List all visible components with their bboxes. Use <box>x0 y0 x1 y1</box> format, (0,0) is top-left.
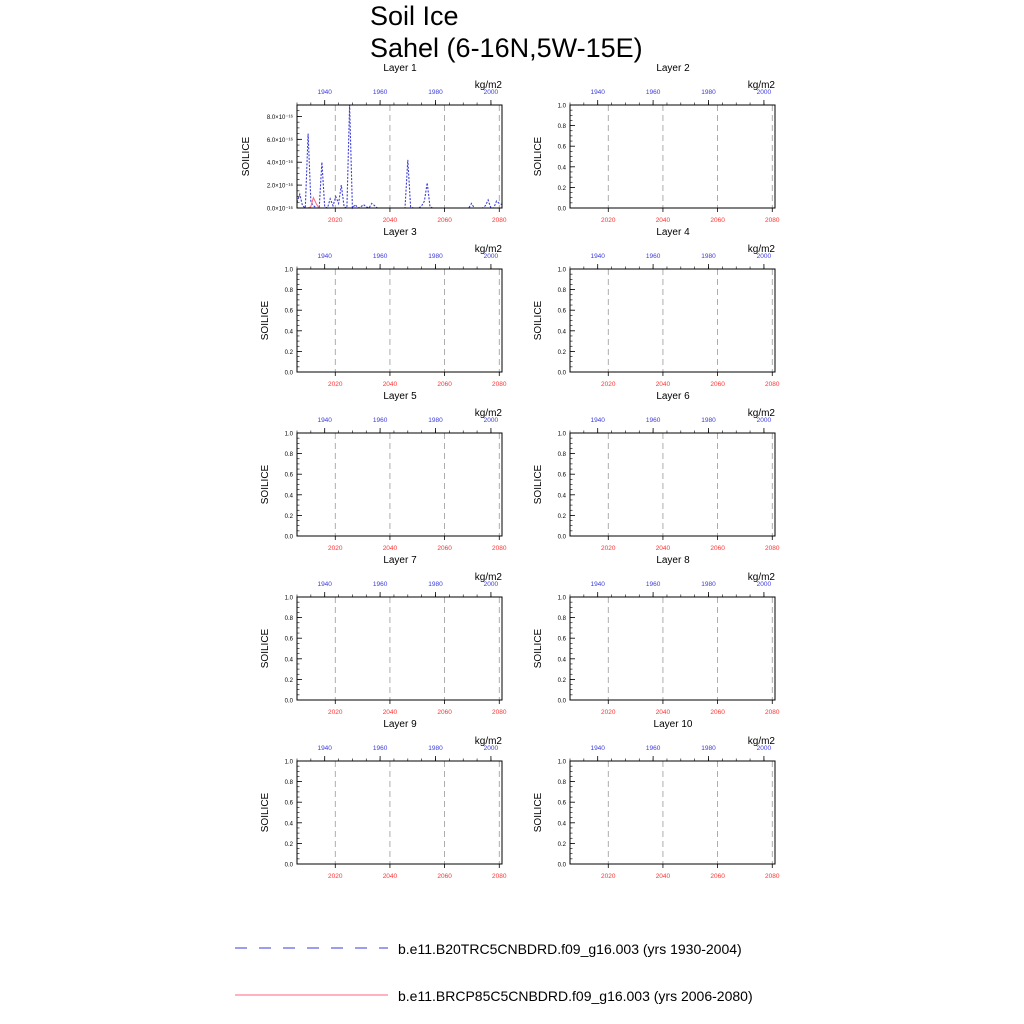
y-tick-label: 1.0 <box>557 595 566 602</box>
x-top-tick-label: 2000 <box>756 89 772 96</box>
y-tick-label: 0.4 <box>284 821 293 828</box>
x-bottom-tick-label: 2060 <box>710 217 725 224</box>
y-tick-label: 0.0 <box>557 206 566 213</box>
y-tick-label: 1.0 <box>557 759 566 766</box>
panel-title: Layer 8 <box>656 555 690 566</box>
y-tick-label: 1.0 <box>557 103 566 110</box>
y-tick-label: 1.0 <box>284 267 293 274</box>
x-bottom-tick-label: 2040 <box>382 545 398 552</box>
y-tick-label: 0.2 <box>284 677 293 684</box>
x-top-tick-label: 2000 <box>756 417 772 424</box>
y-tick-label: 0.8 <box>557 124 566 131</box>
panel-units: kg/m2 <box>747 572 775 583</box>
x-bottom-tick-label: 2080 <box>492 381 507 388</box>
y-tick-label: 0.0 <box>557 534 566 541</box>
y-tick-label: 0.0×10⁻¹⁶ <box>266 206 293 213</box>
x-bottom-tick-label: 2040 <box>655 381 671 388</box>
y-tick-label: 0.8 <box>557 616 566 623</box>
x-top-tick-label: 2000 <box>483 253 499 260</box>
y-tick-label: 0.2 <box>284 841 293 848</box>
y-tick-label: 1.0 <box>284 595 293 602</box>
y-tick-label: 0.4 <box>284 329 293 336</box>
y-tick-label: 8.0×10⁻¹⁶ <box>266 114 293 121</box>
x-bottom-tick-label: 2040 <box>655 217 671 224</box>
y-tick-label: 0.8 <box>557 452 566 459</box>
x-top-tick-label: 1980 <box>701 89 716 96</box>
y-axis-label: SOILICE <box>241 136 252 177</box>
x-top-tick-label: 1960 <box>645 417 661 424</box>
x-top-tick-label: 1980 <box>701 745 716 752</box>
panel-units: kg/m2 <box>474 80 502 91</box>
x-top-tick-label: 1940 <box>317 417 332 424</box>
chart-subtitle: Sahel (6-16N,5W-15E) <box>370 33 643 63</box>
y-tick-label: 0.4 <box>557 493 566 500</box>
x-top-tick-label: 1940 <box>317 253 332 260</box>
panel-units: kg/m2 <box>474 244 502 255</box>
y-tick-label: 0.8 <box>557 288 566 295</box>
x-top-tick-label: 1940 <box>317 581 332 588</box>
x-bottom-tick-label: 2040 <box>382 709 398 716</box>
x-bottom-tick-label: 2080 <box>492 217 507 224</box>
x-bottom-tick-label: 2060 <box>710 873 725 880</box>
x-bottom-tick-label: 2080 <box>765 381 780 388</box>
y-axis-label: SOILICE <box>533 136 544 177</box>
panel-units: kg/m2 <box>747 80 775 91</box>
x-top-tick-label: 1960 <box>645 745 661 752</box>
y-tick-label: 0.4 <box>557 821 566 828</box>
legend-label-rcp85: b.e11.BRCP85C5CNBDRD.f09_g16.003 (yrs 2006-2080) <box>398 988 753 1004</box>
x-top-tick-label: 1980 <box>701 581 716 588</box>
y-tick-label: 0.6 <box>284 800 293 807</box>
x-bottom-tick-label: 2060 <box>437 873 452 880</box>
y-tick-label: 0.4 <box>557 657 566 664</box>
y-axis-label: SOILICE <box>533 464 544 505</box>
panel-title: Layer 4 <box>656 227 690 238</box>
y-tick-label: 0.2 <box>284 513 293 520</box>
y-axis-label: SOILICE <box>260 464 271 505</box>
x-top-tick-label: 1980 <box>428 745 443 752</box>
x-bottom-tick-label: 2040 <box>382 873 398 880</box>
y-tick-label: 0.6 <box>557 472 566 479</box>
y-axis-label: SOILICE <box>260 792 271 833</box>
y-tick-label: 0.0 <box>284 862 293 869</box>
x-bottom-tick-label: 2020 <box>328 545 343 552</box>
x-top-tick-label: 1980 <box>428 581 443 588</box>
y-tick-label: 0.6 <box>557 308 566 315</box>
panel-title: Layer 7 <box>383 555 417 566</box>
panel-units: kg/m2 <box>474 736 502 747</box>
x-bottom-tick-label: 2080 <box>492 545 507 552</box>
x-bottom-tick-label: 2060 <box>710 545 725 552</box>
y-tick-label: 0.6 <box>557 144 566 151</box>
y-axis-label: SOILICE <box>260 300 271 341</box>
x-top-tick-label: 2000 <box>756 581 772 588</box>
x-bottom-tick-label: 2040 <box>655 545 671 552</box>
y-tick-label: 1.0 <box>284 759 293 766</box>
y-tick-label: 0.0 <box>284 370 293 377</box>
x-bottom-tick-label: 2040 <box>382 217 398 224</box>
x-top-tick-label: 1940 <box>590 89 605 96</box>
x-top-tick-label: 1980 <box>428 89 443 96</box>
x-top-tick-label: 2000 <box>483 89 499 96</box>
y-tick-label: 0.8 <box>284 288 293 295</box>
panel-title: Layer 1 <box>383 63 417 74</box>
x-bottom-tick-label: 2020 <box>328 873 343 880</box>
x-bottom-tick-label: 2060 <box>437 217 452 224</box>
y-tick-label: 1.0 <box>557 431 566 438</box>
x-top-tick-label: 1960 <box>645 89 661 96</box>
x-bottom-tick-label: 2060 <box>437 709 452 716</box>
panel-units: kg/m2 <box>474 572 502 583</box>
y-tick-label: 0.0 <box>284 534 293 541</box>
panel-units: kg/m2 <box>747 736 775 747</box>
y-tick-label: 0.2 <box>557 513 566 520</box>
panel-title: Layer 5 <box>383 391 417 402</box>
y-tick-label: 0.4 <box>557 165 566 172</box>
y-tick-label: 0.8 <box>284 452 293 459</box>
x-bottom-tick-label: 2020 <box>601 217 616 224</box>
y-axis-label: SOILICE <box>533 628 544 669</box>
x-bottom-tick-label: 2040 <box>655 873 671 880</box>
y-tick-label: 0.6 <box>284 472 293 479</box>
y-axis-label: SOILICE <box>533 792 544 833</box>
y-tick-label: 0.6 <box>284 308 293 315</box>
x-top-tick-label: 1960 <box>645 581 661 588</box>
x-top-tick-label: 2000 <box>483 745 499 752</box>
x-top-tick-label: 1940 <box>590 745 605 752</box>
x-top-tick-label: 1980 <box>701 253 716 260</box>
y-tick-label: 0.4 <box>284 657 293 664</box>
y-tick-label: 0.4 <box>284 493 293 500</box>
y-tick-label: 0.6 <box>284 636 293 643</box>
x-bottom-tick-label: 2020 <box>601 709 616 716</box>
y-tick-label: 0.6 <box>557 636 566 643</box>
x-top-tick-label: 1980 <box>701 417 716 424</box>
panel-title: Layer 10 <box>653 719 693 730</box>
x-top-tick-label: 2000 <box>483 417 499 424</box>
x-bottom-tick-label: 2020 <box>328 709 343 716</box>
x-top-tick-label: 1960 <box>372 581 388 588</box>
x-top-tick-label: 1960 <box>372 89 388 96</box>
x-bottom-tick-label: 2060 <box>710 381 725 388</box>
y-axis-label: SOILICE <box>260 628 271 669</box>
y-tick-label: 0.2 <box>284 349 293 356</box>
x-top-tick-label: 1940 <box>590 253 605 260</box>
y-tick-label: 0.8 <box>284 616 293 623</box>
y-tick-label: 0.6 <box>557 800 566 807</box>
x-bottom-tick-label: 2060 <box>710 709 725 716</box>
x-top-tick-label: 1960 <box>372 253 388 260</box>
x-bottom-tick-label: 2060 <box>437 545 452 552</box>
panel-units: kg/m2 <box>747 408 775 419</box>
x-top-tick-label: 1980 <box>428 253 443 260</box>
x-bottom-tick-label: 2020 <box>601 873 616 880</box>
x-top-tick-label: 1940 <box>590 581 605 588</box>
legend-label-historical: b.e11.B20TRC5CNBDRD.f09_g16.003 (yrs 1930-2004) <box>398 941 742 957</box>
y-tick-label: 0.0 <box>557 862 566 869</box>
y-tick-label: 0.0 <box>557 370 566 377</box>
x-bottom-tick-label: 2040 <box>655 709 671 716</box>
x-top-tick-label: 1980 <box>428 417 443 424</box>
x-bottom-tick-label: 2040 <box>382 381 398 388</box>
panel-title: Layer 9 <box>383 719 417 730</box>
panel-title: Layer 3 <box>383 227 417 238</box>
y-tick-label: 0.2 <box>557 349 566 356</box>
y-tick-label: 6.0×10⁻¹⁶ <box>266 137 293 144</box>
x-bottom-tick-label: 2080 <box>492 873 507 880</box>
y-tick-label: 0.0 <box>557 698 566 705</box>
chart-title: Soil Ice <box>370 1 459 31</box>
y-tick-label: 1.0 <box>284 431 293 438</box>
x-top-tick-label: 1960 <box>372 745 388 752</box>
x-bottom-tick-label: 2080 <box>765 217 780 224</box>
y-tick-label: 0.0 <box>284 698 293 705</box>
panel-units: kg/m2 <box>747 244 775 255</box>
y-tick-label: 0.4 <box>557 329 566 336</box>
y-tick-label: 0.2 <box>557 185 566 192</box>
x-bottom-tick-label: 2080 <box>765 873 780 880</box>
x-top-tick-label: 1940 <box>317 745 332 752</box>
panel-units: kg/m2 <box>474 408 502 419</box>
y-tick-label: 0.2 <box>557 677 566 684</box>
x-top-tick-label: 1960 <box>372 417 388 424</box>
x-top-tick-label: 1940 <box>317 89 332 96</box>
x-bottom-tick-label: 2020 <box>328 381 343 388</box>
y-axis-label: SOILICE <box>533 300 544 341</box>
y-tick-label: 0.2 <box>557 841 566 848</box>
x-bottom-tick-label: 2060 <box>437 381 452 388</box>
x-top-tick-label: 2000 <box>483 581 499 588</box>
y-tick-label: 0.8 <box>284 780 293 787</box>
panel-title: Layer 6 <box>656 391 690 402</box>
x-top-tick-label: 1960 <box>645 253 661 260</box>
y-tick-label: 0.8 <box>557 780 566 787</box>
x-bottom-tick-label: 2080 <box>492 709 507 716</box>
y-tick-label: 4.0×10⁻¹⁶ <box>266 160 293 167</box>
x-top-tick-label: 2000 <box>756 253 772 260</box>
panel-title: Layer 2 <box>656 63 690 74</box>
x-top-tick-label: 2000 <box>756 745 772 752</box>
x-top-tick-label: 1940 <box>590 417 605 424</box>
y-tick-label: 2.0×10⁻¹⁶ <box>266 183 293 190</box>
x-bottom-tick-label: 2080 <box>765 709 780 716</box>
y-tick-label: 1.0 <box>557 267 566 274</box>
x-bottom-tick-label: 2020 <box>328 217 343 224</box>
x-bottom-tick-label: 2020 <box>601 381 616 388</box>
x-bottom-tick-label: 2020 <box>601 545 616 552</box>
x-bottom-tick-label: 2080 <box>765 545 780 552</box>
